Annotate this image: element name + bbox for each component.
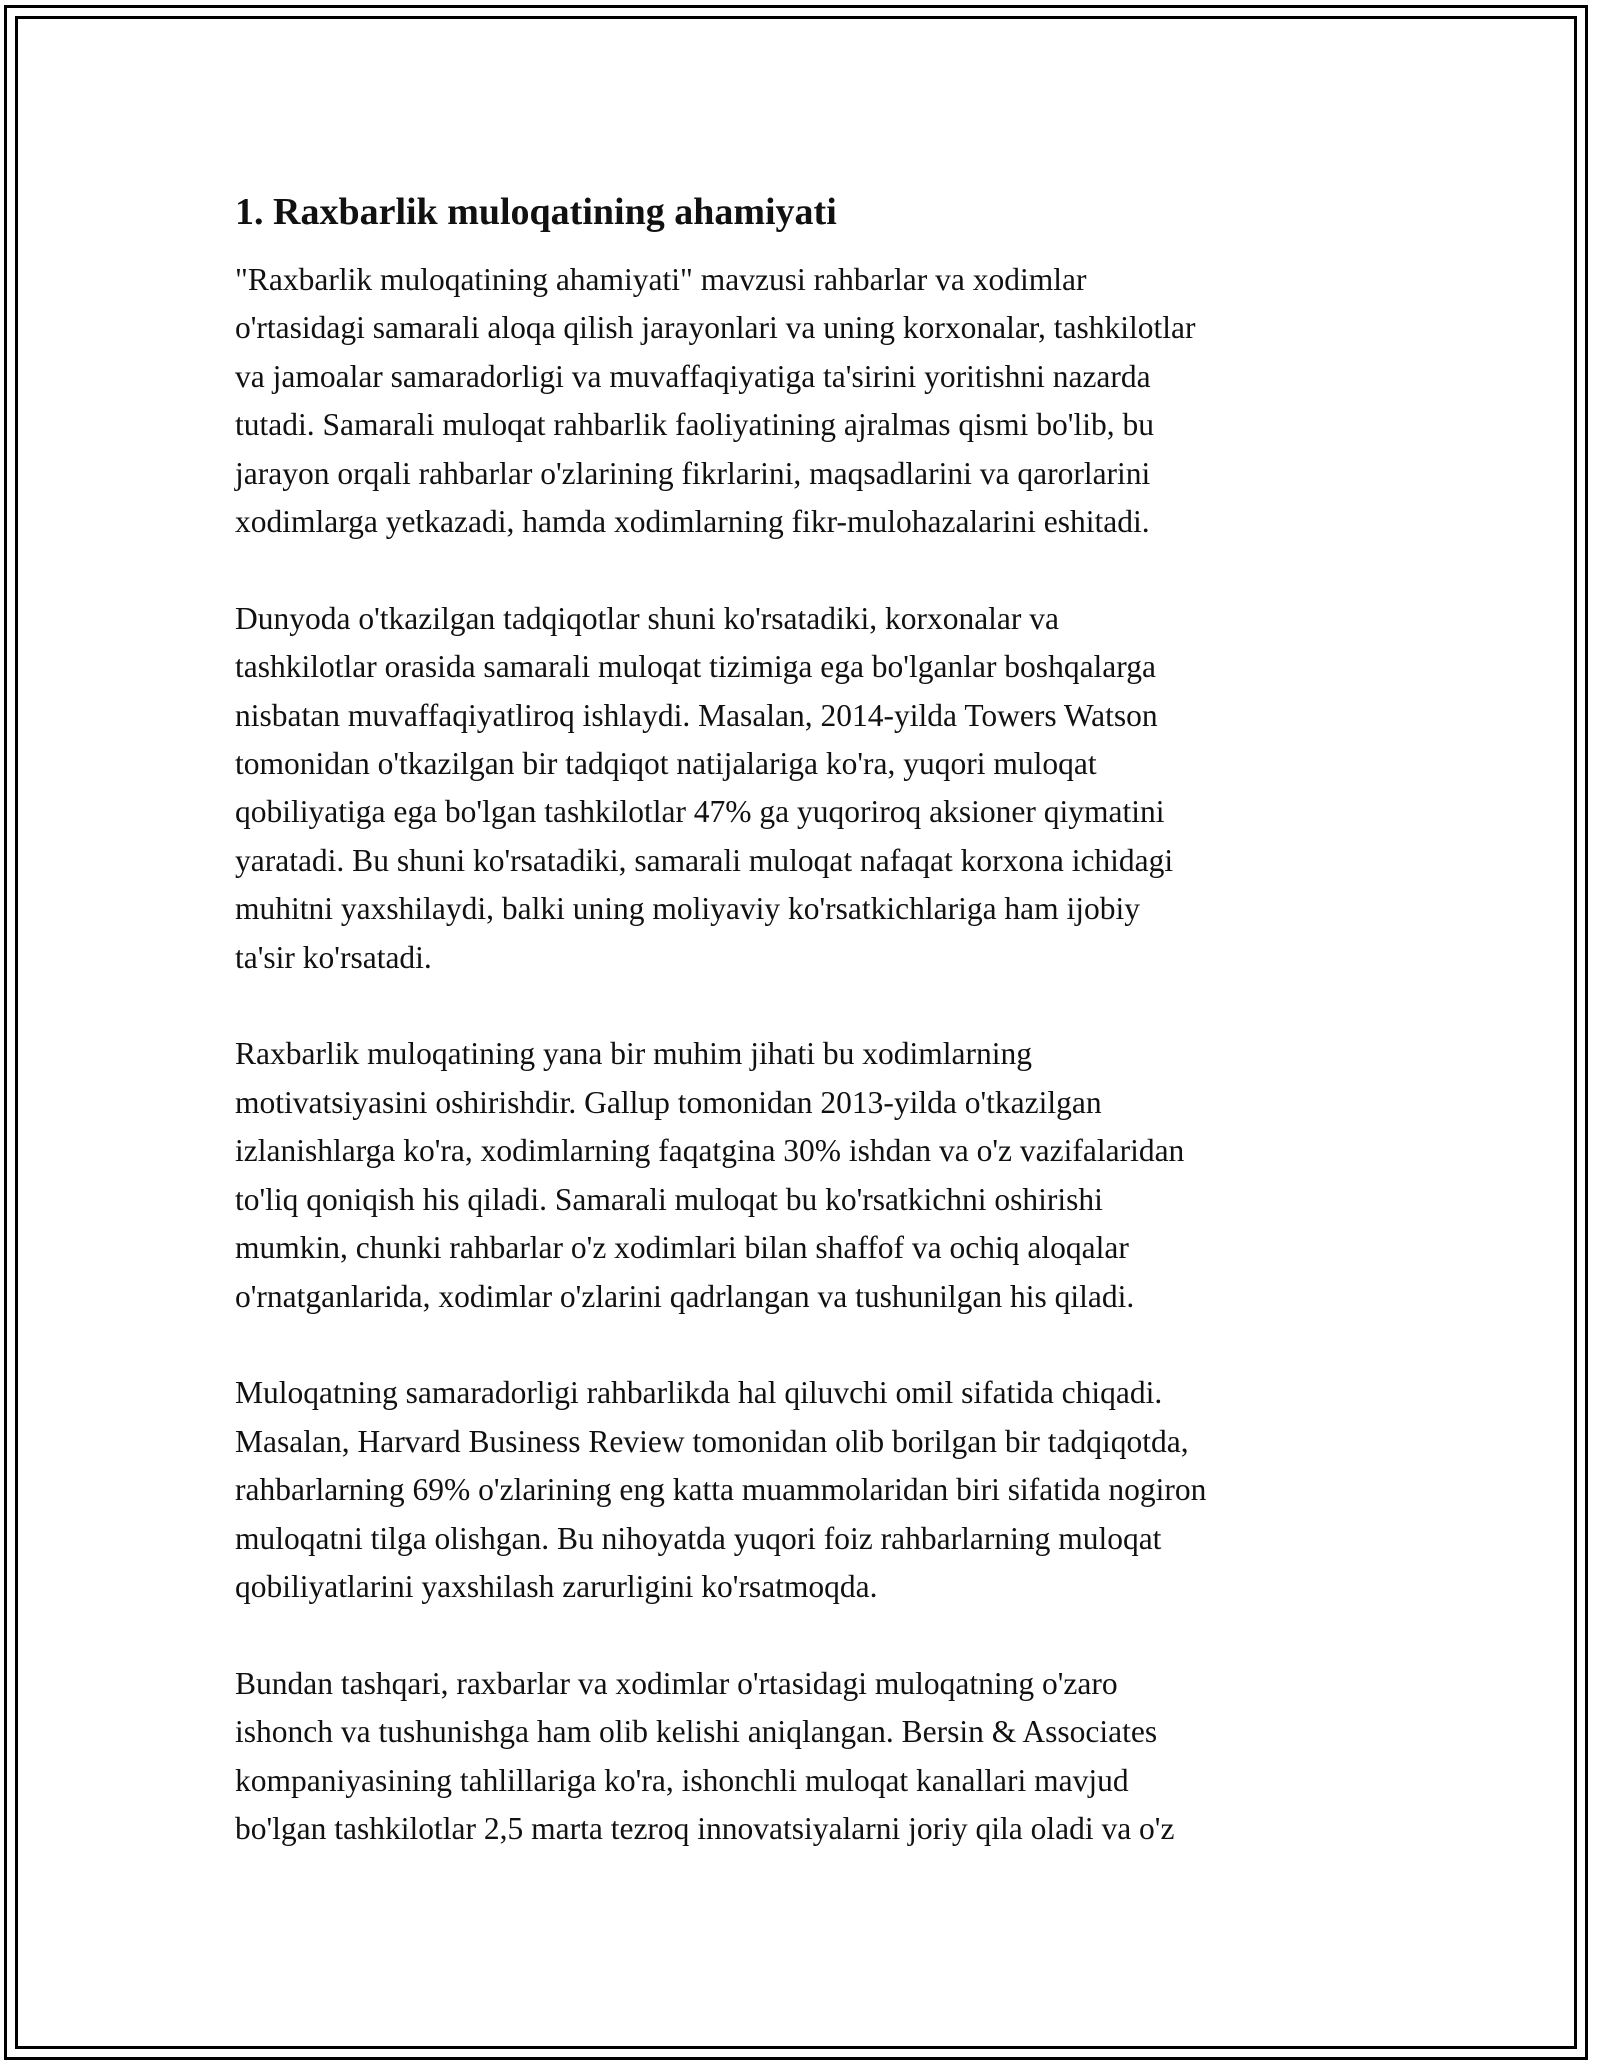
section-heading: 1. Raxbarlik muloqatining ahamiyati [235, 191, 837, 233]
text-line: nisbatan muvaffaqiyatliroq ishlaydi. Masalan, 2014-yilda Towers Watson [235, 697, 1158, 733]
text-line: "Raxbarlik muloqatining ahamiyati" mavzusi rahbarlar va xodimlar [235, 262, 1087, 297]
paragraph-1 [235, 256, 1375, 546]
text-line: qobiliyatiga ega bo'lgan tashkilotlar 47% ga yuqoriroq aksioner qiymatini [235, 794, 1165, 830]
text-line: Masalan, Harvard Business Review tomonidan olib borilgan bir tadqiqotda, [235, 1423, 1189, 1459]
text-line: kompaniyasining tahlillariga ko'ra, ishonchli muloqat kanallari mavjud [235, 1762, 1129, 1798]
text-line: rahbarlarning 69% o'zlarining eng katta muammolaridan biri sifatida nogiron [235, 1472, 1207, 1508]
text-line: Bundan tashqari, raxbarlar va xodimlar o'rtasidagi muloqatning o'zaro [235, 1665, 1118, 1701]
text-line: muhitni yaxshilaydi, balki uning moliyaviy ko'rsatkichlariga ham ijobiy [235, 891, 1141, 927]
text-line: tashkilotlar orasida samarali muloqat tizimiga ega bo'lganlar boshqalarga [235, 649, 1156, 685]
document-body [235, 188, 1375, 1902]
text-line: jarayon orqali rahbarlar o'zlarining fikrlarini, maqsadlarini va qarorlarini [235, 455, 1151, 491]
text-line: o'rnatganlarida, xodimlar o'zlarini qadrlangan va tushunilgan his qiladi. [235, 1278, 1135, 1314]
text-line: Muloqatning samaradorligi rahbarlikda hal qiluvchi omil sifatida chiqadi. [235, 1375, 1163, 1411]
text-line: muloqatni tilga olishgan. Bu nihoyatda yuqori foiz rahbarlarning muloqat [235, 1520, 1162, 1556]
text-line: to'liq qoniqish his qiladi. Samarali muloqat bu ko'rsatkichni oshirishi [235, 1181, 1103, 1217]
text-line: bo'lgan tashkilotlar 2,5 marta tezroq innovatsiyalarni joriy qila oladi va o'z [235, 1810, 1175, 1846]
text-line: ta'sir ko'rsatadi. [235, 939, 432, 975]
text-line: motivatsiyasini oshirishdir. Gallup tomonidan 2013-yilda o'tkazilgan [235, 1084, 1102, 1120]
paragraph-5 [235, 1660, 1375, 1854]
paragraph-3 [235, 1030, 1375, 1320]
text-line: mumkin, chunki rahbarlar o'z xodimlari bilan shaffof va ochiq aloqalar [235, 1230, 1129, 1266]
paragraph-2 [235, 595, 1375, 982]
text-line: va jamoalar samaradorligi va muvaffaqiyatiga ta'sirini yoritishni nazarda [235, 358, 1151, 394]
text-line: ishonch va tushunishga ham olib kelishi aniqlangan. Bersin & Associates [235, 1714, 1158, 1750]
text-line: izlanishlarga ko'ra, xodimlarning faqatgina 30% ishdan va o'z vazifalaridan [235, 1133, 1185, 1169]
paragraphs [235, 256, 1375, 1853]
text-line: xodimlarga yetkazadi, hamda xodimlarning fikr-mulohazalarini eshitadi. [235, 504, 1150, 540]
text-line: Raxbarlik muloqatining yana bir muhim jihati bu xodimlarning [235, 1036, 1033, 1072]
text-line: tutadi. Samarali muloqat rahbarlik faoliyatining ajralmas qismi bo'lib, bu [235, 407, 1154, 443]
text-line: yaratadi. Bu shuni ko'rsatadiki, samarali muloqat nafaqat korxona ichidagi [235, 842, 1174, 878]
text-line: Dunyoda o'tkazilgan tadqiqotlar shuni ko'rsatadiki, korxonalar va [235, 600, 1060, 636]
text-line: o'rtasidagi samarali aloqa qilish jarayonlari va uning korxonalar, tashkilotlar [235, 310, 1196, 346]
text-line: qobiliyatlarini yaxshilash zarurligini ko'rsatmoqda. [235, 1568, 878, 1604]
text-line: tomonidan o'tkazilgan bir tadqiqot natijalariga ko'ra, yuqori muloqat [235, 746, 1097, 782]
paragraph-4 [235, 1369, 1375, 1611]
